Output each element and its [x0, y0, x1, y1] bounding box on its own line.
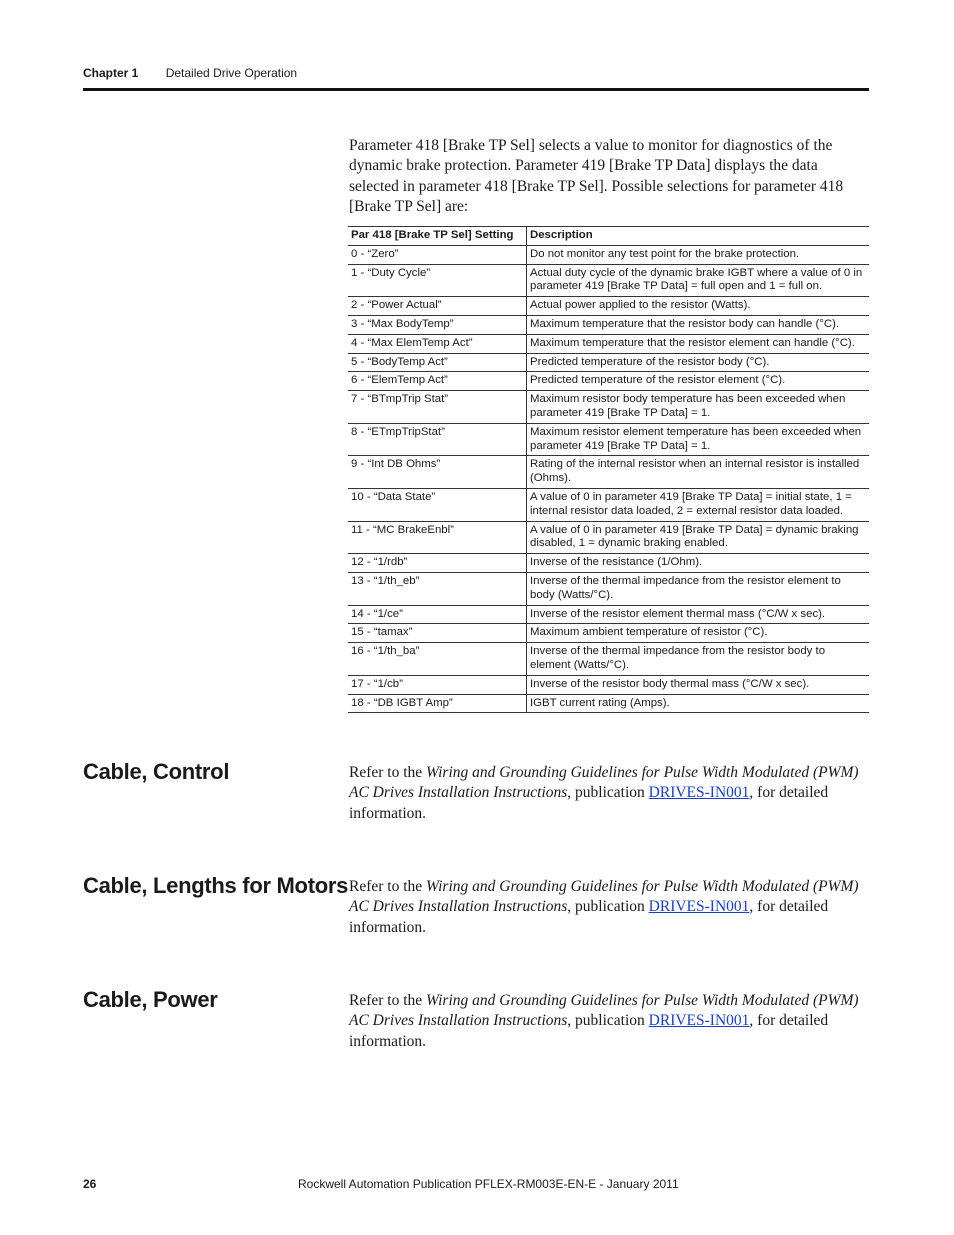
section-title-cable-control: Cable, Control [83, 759, 230, 784]
setting-cell: 9 - “Int DB Ohms” [348, 456, 527, 489]
description-cell: Inverse of the thermal impedance from the resistor element to body (Watts/°C). [527, 572, 870, 605]
page-number: 26 [83, 1177, 97, 1191]
chapter-label: Chapter 1 [83, 66, 139, 80]
description-cell: Maximum resistor element temperature has been exceeded when parameter 419 [Brake TP Data] = 1. [527, 423, 870, 456]
body-text: , for detailed information. [349, 784, 829, 822]
setting-cell: 0 - “Zero” [348, 245, 527, 264]
setting-cell: 18 - “DB IGBT Amp” [348, 694, 527, 713]
table-row [348, 245, 869, 264]
section-body-cable-lengths [349, 877, 864, 938]
section-title-cable-power: Cable, Power [83, 987, 218, 1012]
setting-cell: 4 - “Max ElemTemp Act” [348, 334, 527, 353]
table-row [348, 643, 869, 676]
table-row [348, 264, 869, 297]
table-row [348, 572, 869, 605]
description-cell: Maximum ambient temperature of resistor (°C). [527, 624, 870, 643]
setting-cell: 13 - “1/th_eb” [348, 572, 527, 605]
setting-cell: 3 - “Max BodyTemp” [348, 315, 527, 334]
table-row [348, 372, 869, 391]
publication-title: Wiring and Grounding Guidelines for Pulse Width Modulated (PWM) AC Drives Installation Instructions [349, 764, 859, 802]
column-header-setting: Par 418 [Brake TP Sel] Setting [348, 227, 527, 246]
body-text: , for detailed information. [349, 1012, 829, 1050]
setting-cell: 14 - “1/ce” [348, 605, 527, 624]
description-cell: A value of 0 in parameter 419 [Brake TP Data] = dynamic braking disabled, 1 = dynamic braking enabled. [527, 521, 870, 554]
setting-cell: 16 - “1/th_ba” [348, 643, 527, 676]
table-row [348, 334, 869, 353]
description-cell: Predicted temperature of the resistor body (°C). [527, 353, 870, 372]
table-row [348, 554, 869, 573]
setting-cell: 12 - “1/rdb” [348, 554, 527, 573]
table-body [348, 245, 869, 713]
brake-tp-sel-table [348, 226, 869, 713]
description-cell: Actual duty cycle of the dynamic brake IGBT where a value of 0 in parameter 419 [Brake TP Data] = full open and 1 = full on. [527, 264, 870, 297]
publication-title: Wiring and Grounding Guidelines for Pulse Width Modulated (PWM) AC Drives Installation Instructions [349, 878, 859, 916]
table-row [348, 605, 869, 624]
body-text: Refer to the [349, 764, 427, 781]
running-header [83, 66, 297, 80]
table-row [348, 488, 869, 521]
table-row [348, 675, 869, 694]
setting-cell: 17 - “1/cb” [348, 675, 527, 694]
setting-cell: 10 - “Data State” [348, 488, 527, 521]
table-row [348, 297, 869, 316]
drives-in001-link[interactable]: DRIVES-IN001 [648, 1012, 750, 1030]
chapter-title: Detailed Drive Operation [165, 66, 298, 80]
body-text: , publication [567, 784, 649, 802]
section-title-cable-lengths: Cable, Lengths for Motors [83, 873, 349, 898]
drives-in001-link[interactable]: DRIVES-IN001 [648, 784, 750, 802]
table-row [348, 391, 869, 424]
table-row [348, 456, 869, 489]
description-cell: Maximum temperature that the resistor body can handle (°C). [527, 315, 870, 334]
description-cell: A value of 0 in parameter 419 [Brake TP Data] = initial state, 1 = internal resistor data loaded, 2 = external resistor data loaded. [527, 488, 870, 521]
description-cell: IGBT current rating (Amps). [527, 694, 870, 713]
description-cell: Maximum temperature that the resistor element can handle (°C). [527, 334, 870, 353]
table-header-row [348, 227, 869, 246]
setting-cell: 11 - “MC BrakeEnbl” [348, 521, 527, 554]
description-cell: Maximum resistor body temperature has been exceeded when parameter 419 [Brake TP Data] = 1. [527, 391, 870, 424]
publication-title: Wiring and Grounding Guidelines for Pulse Width Modulated (PWM) AC Drives Installation Instructions [349, 992, 859, 1030]
header-rule [83, 88, 869, 91]
table-row [348, 315, 869, 334]
description-cell: Rating of the internal resistor when an internal resistor is installed (Ohms). [527, 456, 870, 489]
setting-cell: 7 - “BTmpTrip Stat” [348, 391, 527, 424]
body-text: , publication [567, 898, 649, 916]
description-cell: Do not monitor any test point for the brake protection. [527, 245, 870, 264]
description-cell: Actual power applied to the resistor (Watts). [527, 297, 870, 316]
column-header-description: Description [527, 227, 870, 246]
description-cell: Inverse of the resistor element thermal mass (°C/W x sec). [527, 605, 870, 624]
description-cell: Predicted temperature of the resistor element (°C). [527, 372, 870, 391]
drives-in001-link[interactable]: DRIVES-IN001 [648, 898, 750, 916]
description-cell: Inverse of the thermal impedance from the resistor body to element (Watts/°C). [527, 643, 870, 676]
setting-cell: 1 - “Duty Cycle” [348, 264, 527, 297]
setting-cell: 15 - “tamax” [348, 624, 527, 643]
table-row [348, 624, 869, 643]
body-text: Refer to the [349, 992, 427, 1009]
section-body-cable-power [349, 991, 864, 1052]
section-body-cable-control [349, 763, 864, 824]
setting-cell: 2 - “Power Actual” [348, 297, 527, 316]
description-cell: Inverse of the resistor body thermal mass (°C/W x sec). [527, 675, 870, 694]
description-cell: Inverse of the resistance (1/Ohm). [527, 554, 870, 573]
body-text: Refer to the [349, 878, 427, 895]
body-text: , for detailed information. [349, 898, 829, 936]
publication-footer: Rockwell Automation Publication PFLEX-RM003E-EN-E - January 2011 [298, 1177, 679, 1191]
intro-paragraph: Parameter 418 [Brake TP Sel] selects a value to monitor for diagnostics of the dynamic brake protection. Parameter 419 [Brake TP Data] displays the data selected in parameter 418 [Brake TP Sel]. Possible selections for parameter 418 [Brake TP Sel] are: [349, 137, 844, 215]
body-text: , publication [567, 1012, 649, 1030]
setting-cell: 8 - “ETmpTripStat” [348, 423, 527, 456]
table-row [348, 521, 869, 554]
table-row [348, 694, 869, 713]
setting-cell: 6 - “ElemTemp Act” [348, 372, 527, 391]
table-row [348, 423, 869, 456]
setting-cell: 5 - “BodyTemp Act” [348, 353, 527, 372]
table-row [348, 353, 869, 372]
